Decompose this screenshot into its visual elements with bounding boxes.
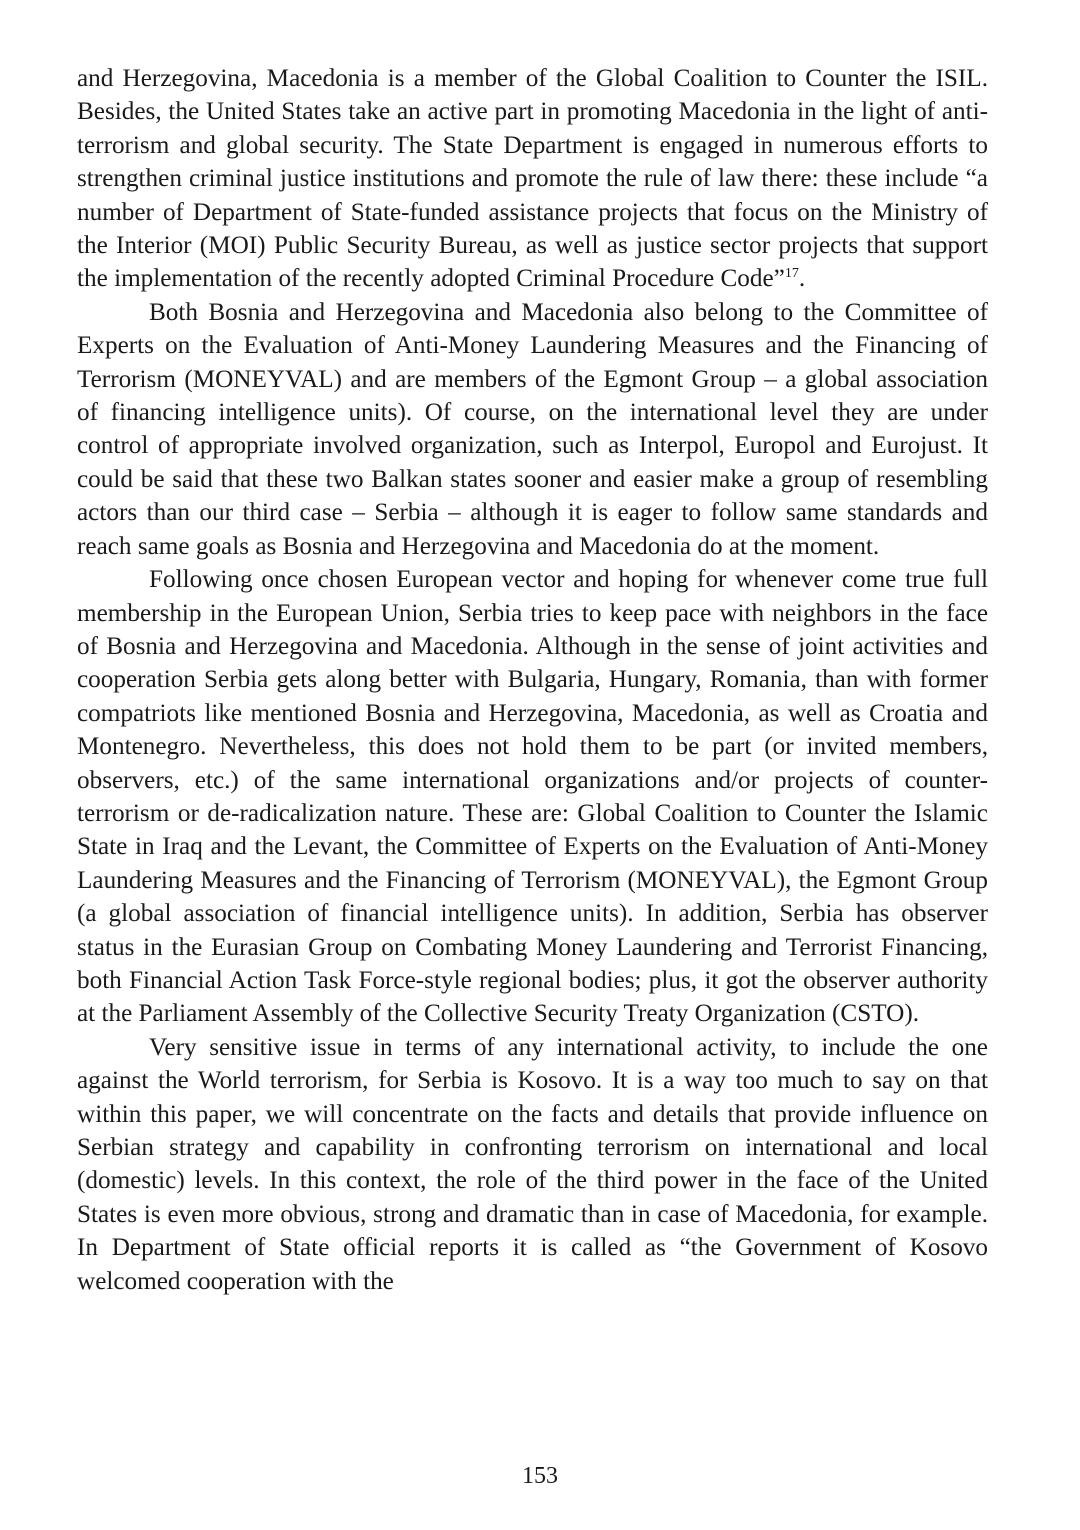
paragraph-1	[77, 62, 988, 296]
page-number: 153	[522, 1463, 558, 1489]
footnote-ref[interactable]: 17	[784, 266, 799, 282]
paragraph-tail: .	[798, 265, 806, 293]
paragraph-2: Both Bosnia and Herzegovina and Macedonia also belong to the Committee of Experts on the Evaluation of Anti-Money Laundering Measures and the Financing of Terrorism (MONEYVAL) and are members of the Egmont Group – a global association of financing intelligence units). Of course, on the international level they are under control of appropriate involved organization, such as Interpol, Europol and Eurojust. It could be said that these two Balkan states sooner and easier make a group of resembling actors than our third case – Serbia – although it is eager to follow same standards and reach same goals as Bosnia and Herzegovina and Macedonia do at the moment.	[77, 298, 988, 560]
paragraph-4: Very sensitive issue in terms of any international activity, to include the one against the World terrorism, for Serbia is Kosovo. It is a way too much to say on that within this paper, we will concentrate on the facts and details that provide influence on Serbian strategy and capability in confronting terrorism on international and local (domestic) levels. In this context, the role of the third power in the face of the United States is even more obvious, strong and dramatic than in case of Macedonia, for example. In Department of State official reports it is called as “the Government of Kosovo welcomed cooperation with the	[77, 1033, 988, 1295]
paragraph-text: and Herzegovina, Macedonia is a member of the Global Coalition to Counter the ISIL. Besides, the United States take an active part in promoting Macedonia in the light of anti-terrorism and global security. The State Department is engaged in numerous efforts to strengthen criminal justice institutions and promote the rule of law there: these include “a number of Department of State-funded assistance projects that focus on the Ministry of the Interior (MOI) Public Security Bureau, as well as justice sector projects that support the implementation of the recently adopted Criminal Procedure Code”	[77, 65, 988, 293]
paragraph-3: Following once chosen European vector and hoping for whenever come true full membership in the European Union, Serbia tries to keep pace with neighbors in the face of Bosnia and Herzegovina and Macedonia. Although in the sense of joint activities and cooperation Serbia gets along better with Bulgaria, Hungary, Romania, than with former compatriots like mentioned Bosnia and Herzegovina, Macedonia, as well as Croatia and Montenegro. Nevertheless, this does not hold them to be part (or invited members, observers, etc.) of the same international organizations and/or projects of counter-terrorism or de-radicalization nature. These are: Global Coalition to Counter the Islamic State in Iraq and the Levant, the Committee of Experts on the Evaluation of Anti-Money Laundering Measures and the Financing of Terrorism (MONEYVAL), the Egmont Group (a global association of financial intelligence units). In addition, Serbia has observer status in the Eurasian Group on Combating Money Laundering and Terrorist Financing, both Financial Action Task Force-style regional bodies; plus, it got the observer authority at the Parliament Assembly of the Collective Security Treaty Organization (CSTO).	[77, 566, 988, 1028]
page-body	[77, 62, 988, 1298]
